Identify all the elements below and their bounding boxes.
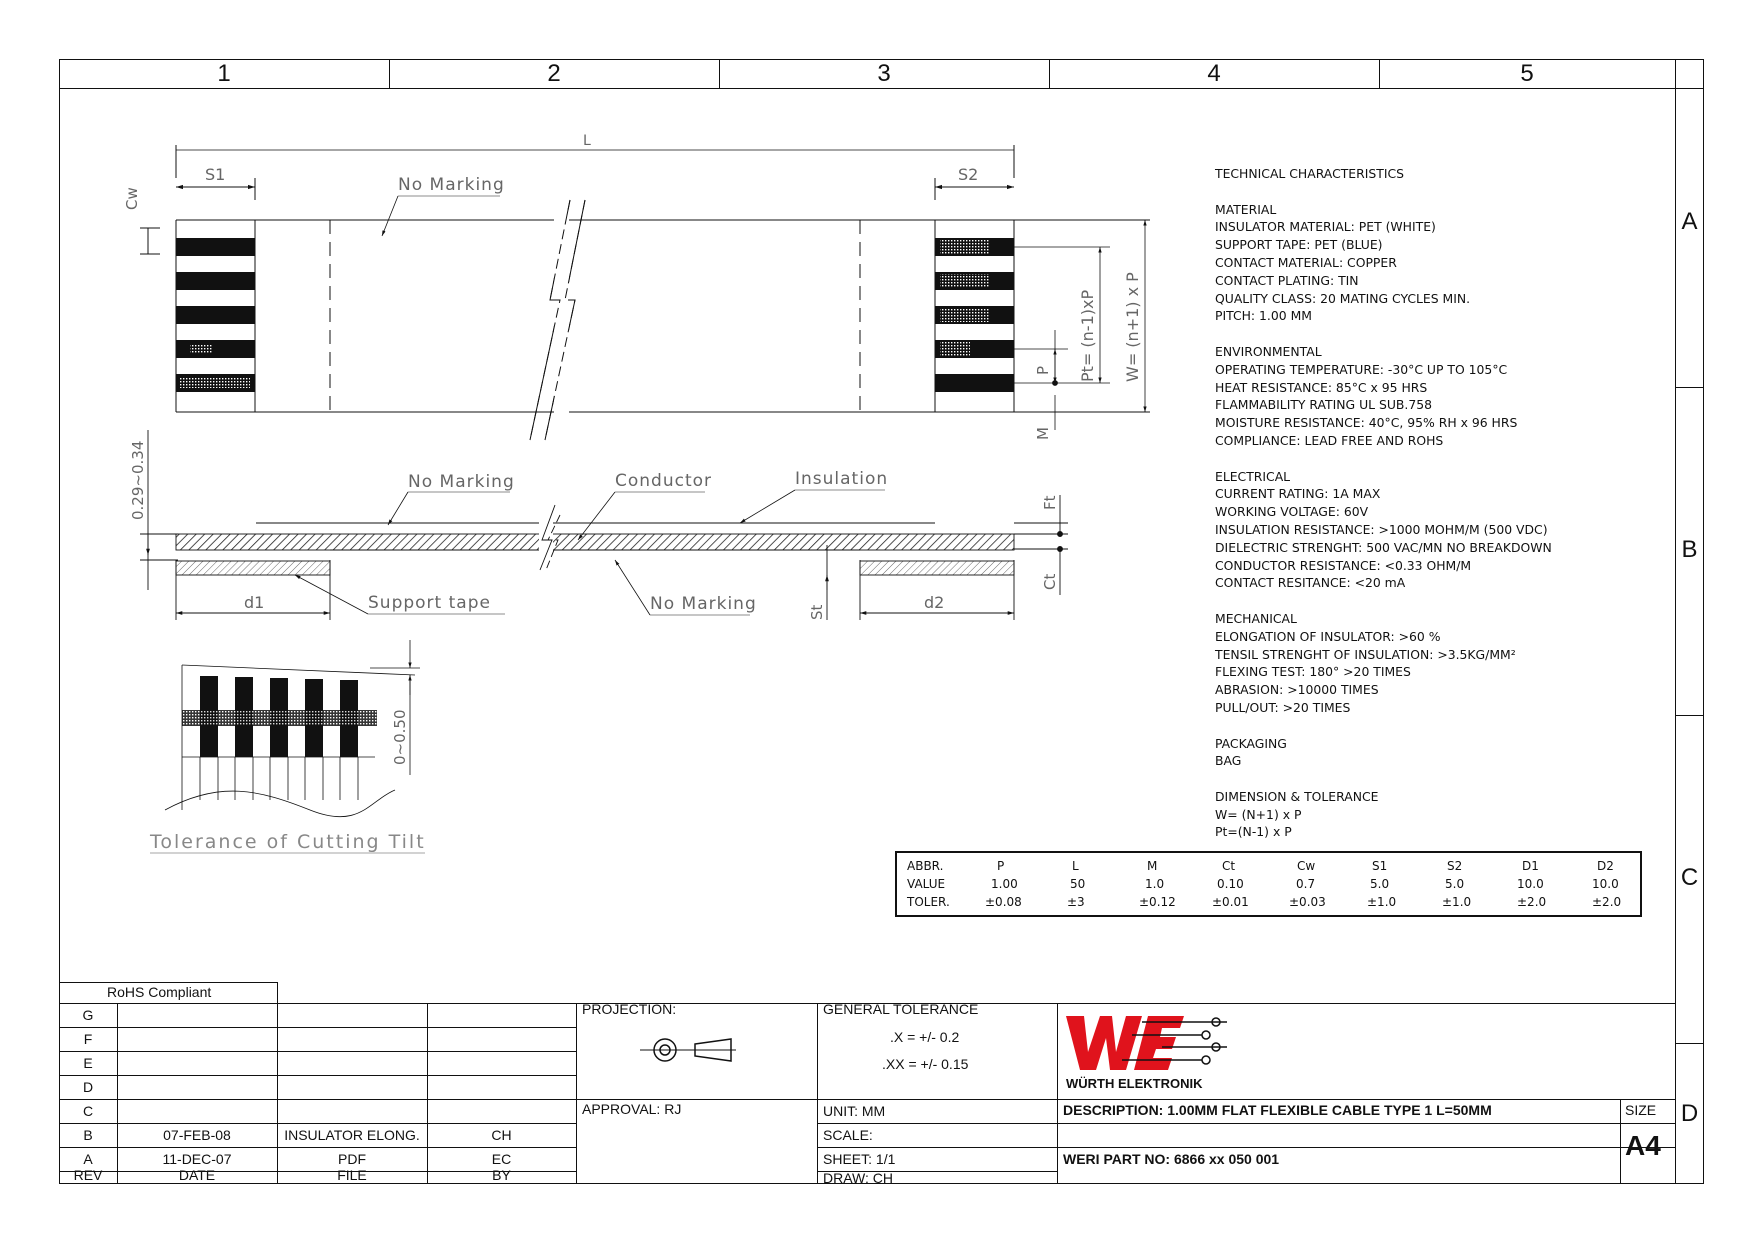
scale-label: SCALE: <box>823 1127 873 1143</box>
row-header-a: A <box>1681 208 1698 235</box>
rev-b-date: 07-FEB-08 <box>163 1127 231 1143</box>
label-insulation: Insulation <box>795 469 889 489</box>
spec-section-material: MATERIAL INSULATOR MATERIAL: PET (WHITE) SUPPORT TAPE: PET (BLUE) CONTACT MATERIAL: COPPER CONTACT PLATING: TIN QUALITY CLASS: 20 MATING CYCLES MIN. PITCH: 1.00 MM <box>1215 201 1471 324</box>
dim-label-d1: d1 <box>244 593 265 612</box>
dim-table-row-toler: TOLER. ±0.08 ±3 ±0.12 ±0.01 ±0.03 ±1.0 ±1.0 ±2.0 ±2.0 <box>907 895 1622 909</box>
dim-label-P: P <box>1034 365 1052 375</box>
dim-label-S2: S2 <box>958 165 979 184</box>
right-contacts <box>935 238 1014 392</box>
rev-g: G <box>82 1007 94 1023</box>
spec-title: TECHNICAL CHARACTERISTICS <box>1215 166 1404 181</box>
col-header-5: 5 <box>1379 59 1675 89</box>
dim-label-M: M <box>1034 427 1052 440</box>
label-no-marking-bottom: No Marking <box>650 594 757 614</box>
rev-c: C <box>82 1103 94 1119</box>
spec-section-packaging: PACKAGING BAG <box>1215 735 1287 769</box>
rev-b: B <box>83 1127 93 1143</box>
label-cutting-tilt: Tolerance of Cutting Tilt <box>150 831 426 853</box>
rev-a-by: EC <box>491 1151 512 1167</box>
label-no-marking-side: No Marking <box>408 472 515 492</box>
rev-b-file: INSULATOR ELONG. <box>284 1127 420 1143</box>
general-tolerance-label: GENERAL TOLERANCE <box>823 1001 979 1017</box>
dim-label-pt: Pt= (n-1)xP <box>1078 289 1097 382</box>
dim-label-Cw: Cw <box>123 187 141 210</box>
rev-d: D <box>82 1079 94 1095</box>
projection-symbol-icon <box>640 1035 736 1065</box>
unit-label: UNIT: MM <box>823 1103 886 1119</box>
col-header-4: 4 <box>1049 59 1379 89</box>
by-header: BY <box>492 1167 511 1183</box>
label-conductor: Conductor <box>615 471 713 491</box>
dim-table-row-value: VALUE 1.00 50 1.0 0.10 0.7 5.0 5.0 10.0 10.0 <box>907 877 1619 891</box>
logo-text: WÜRTH ELEKTRONIK <box>1066 1076 1203 1091</box>
spec-section-dimension: DIMENSION & TOLERANCE W= (N+1) x P Pt=(N-1) x P <box>1215 788 1379 840</box>
size-value: A4 <box>1625 1130 1661 1161</box>
dim-label-S1: S1 <box>205 165 226 184</box>
dim-label-Ct: Ct <box>1041 573 1059 590</box>
rev-a: A <box>83 1151 93 1167</box>
spec-section-electrical: ELECTRICAL CURRENT RATING: 1A MAX WORKING VOLTAGE: 60V INSULATION RESISTANCE: >1000 MOHM/M (500 VDC) DIELECTRIC STRENGHT: 500 VAC/MN NO BREAKDOWN CONDUCTOR RESISTANCE: <0.33 OHM/M CONTACT RESITANCE: <20 mA <box>1215 468 1552 591</box>
col-header-3: 3 <box>719 59 1049 89</box>
draw-label: DRAW: CH <box>823 1170 893 1186</box>
file-header: FILE <box>337 1167 367 1183</box>
rev-a-date: 11-DEC-07 <box>162 1151 232 1167</box>
spec-section-environmental: ENVIRONMENTAL OPERATING TEMPERATURE: -30°C UP TO 105°C HEAT RESISTANCE: 85°C x 95 HRS FLAMMABILITY RATING UL SUB.758 MOISTURE RESISTANCE: 40°C, 95% RH x 96 HRS COMPLIANCE: LEAD FREE AND ROHS <box>1215 343 1518 448</box>
dim-label-Ft: Ft <box>1041 495 1059 510</box>
dim-label-tilt: 0~0.50 <box>391 709 409 765</box>
row-header-b: B <box>1681 536 1698 563</box>
date-header: DATE <box>178 1167 216 1183</box>
sheet-label: SHEET: 1/1 <box>823 1151 896 1167</box>
description-label: DESCRIPTION: 1.00MM FLAT FLEXIBLE CABLE TYPE 1 L=50MM <box>1063 1102 1492 1118</box>
size-label: SIZE <box>1625 1102 1657 1118</box>
rev-e: E <box>83 1055 93 1071</box>
part-number-label: WERI PART NO: 6866 xx 050 001 <box>1063 1151 1280 1167</box>
cable-drawing <box>0 0 1200 880</box>
dim-label-L: L <box>583 133 591 149</box>
label-support-tape: Support tape <box>368 593 491 613</box>
tolerance-x: .X = +/- 0.2 <box>890 1029 960 1045</box>
left-contacts <box>176 238 255 392</box>
tilt-contacts <box>182 676 377 757</box>
technical-characteristics <box>1215 165 1552 841</box>
wurth-logo-icon <box>1062 1010 1242 1092</box>
projection-label: PROJECTION: <box>582 1001 677 1017</box>
spec-section-mechanical: MECHANICAL ELONGATION OF INSULATOR: >60 % TENSIL STRENGHT OF INSULATION: >3.5KG/MM² FLEXING TEST: 180° >20 TIMES ABRASION: >10000 TIMES PULL/OUT: >20 TIMES <box>1215 610 1516 715</box>
rev-f: F <box>83 1031 93 1047</box>
dim-table-row-abbr: ABBR. P L M Ct Cw S1 S2 D1 D2 <box>907 859 1614 873</box>
label-no-marking-top: No Marking <box>398 175 505 195</box>
dim-label-thickness: 0.29~0.34 <box>129 440 147 520</box>
top-view <box>140 145 1150 440</box>
row-header-c: C <box>1680 864 1699 891</box>
side-view <box>140 430 1068 620</box>
approval-label: APPROVAL: RJ <box>582 1101 682 1117</box>
col-header-2: 2 <box>389 59 719 89</box>
col-header-corner <box>1675 59 1704 89</box>
rev-header: REV <box>73 1167 103 1183</box>
dim-label-d2: d2 <box>924 593 945 612</box>
dim-label-St: St <box>808 604 826 620</box>
dim-label-w: W= (n+1) x P <box>1123 272 1142 382</box>
row-header-d: D <box>1680 1100 1699 1127</box>
dimension-table <box>895 851 1642 917</box>
tolerance-xx: .XX = +/- 0.15 <box>882 1056 969 1072</box>
rev-b-by: CH <box>491 1127 512 1143</box>
rohs-label: RoHS Compliant <box>107 984 212 1000</box>
rev-a-file: PDF <box>338 1151 366 1167</box>
col-header-1: 1 <box>59 59 389 89</box>
